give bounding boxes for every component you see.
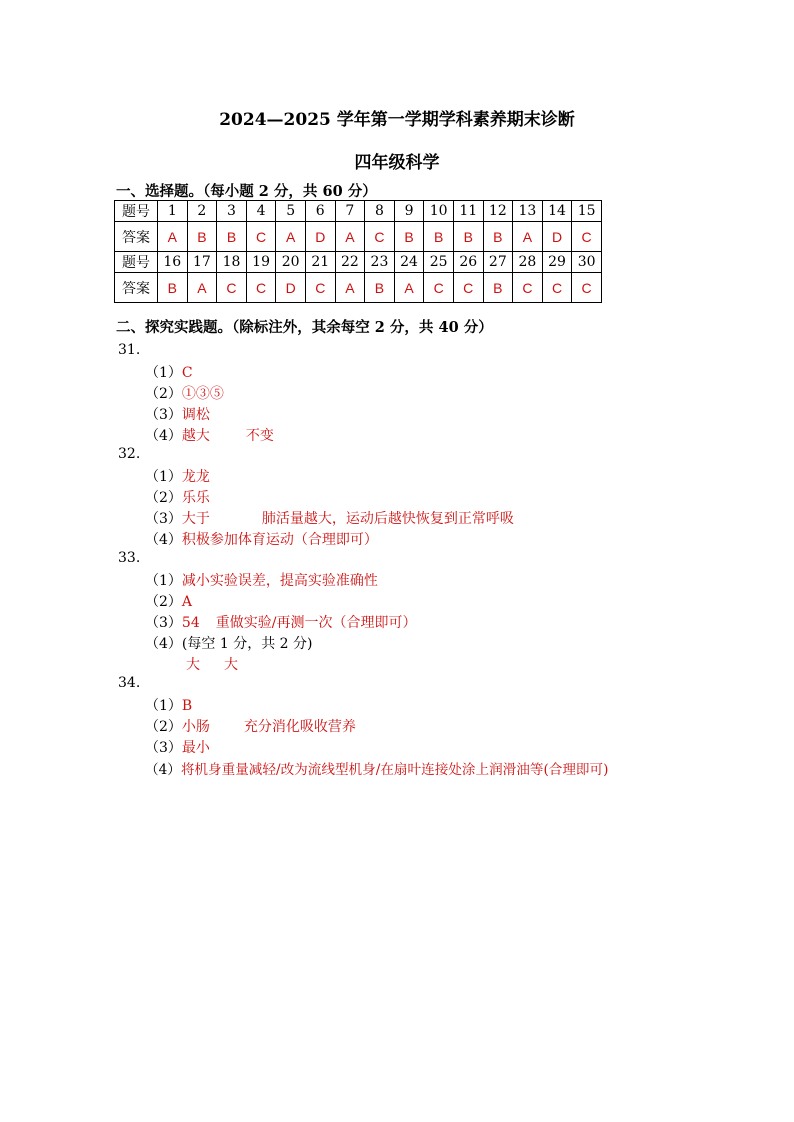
question-number-cell: 7 (335, 201, 365, 222)
choice-answer-table (114, 200, 602, 303)
question-number-cell: 14 (542, 201, 572, 222)
q32-item-2: （2）乐乐 (145, 490, 210, 506)
question-number-cell: 25 (424, 252, 454, 273)
question-number-row (115, 201, 602, 222)
question-number-cell: 8 (365, 201, 395, 222)
answer-cell: B (483, 222, 513, 252)
q34-item-3: （3）最小 (145, 740, 210, 756)
question-number-cell: 18 (217, 252, 247, 273)
q31-item-2: （2）①③⑤ (145, 386, 224, 402)
answer-cell: C (572, 222, 602, 252)
question-number-cell: 28 (513, 252, 543, 273)
page-title: 2024—2025 学年第一学期学科素养期末诊断 (219, 110, 575, 130)
question-34-number: 34. (118, 675, 141, 691)
answer-cell: C (572, 273, 602, 303)
answer-cell: A (276, 222, 306, 252)
answer-cell: C (365, 222, 395, 252)
answer-cell: B (158, 273, 188, 303)
q32-item-4: （4）积极参加体育运动（合理即可） (145, 532, 378, 548)
q33-item-4-answers: 大 大 (186, 657, 238, 673)
answer-cell: C (513, 273, 543, 303)
question-number-cell: 5 (276, 201, 306, 222)
question-number-cell: 19 (246, 252, 276, 273)
question-number-cell: 22 (335, 252, 365, 273)
answer-cell: C (542, 273, 572, 303)
answer-cell: A (394, 273, 424, 303)
q31-item-3: （3）调松 (145, 407, 210, 423)
q33-item-2: （2）A (145, 594, 193, 610)
question-number-cell: 21 (305, 252, 335, 273)
question-number-cell: 17 (187, 252, 217, 273)
question-number-cell: 24 (394, 252, 424, 273)
answer-cell: A (187, 273, 217, 303)
question-number-cell: 30 (572, 252, 602, 273)
answer-cell: B (365, 273, 395, 303)
question-number-cell: 15 (572, 201, 602, 222)
question-number-cell: 13 (513, 201, 543, 222)
question-number-cell: 1 (158, 201, 188, 222)
answer-row (115, 273, 602, 303)
question-number-cell: 11 (453, 201, 483, 222)
q31-item-4: （4）越大 不变 (145, 428, 274, 444)
answer-cell: A (335, 222, 365, 252)
answer-cell: C (305, 273, 335, 303)
question-number-cell: 2 (187, 201, 217, 222)
answer-cell: B (424, 222, 454, 252)
answer-row (115, 222, 602, 252)
question-number-cell: 6 (305, 201, 335, 222)
answer-cell: B (394, 222, 424, 252)
q32-item-1: （1）龙龙 (145, 469, 210, 485)
question-number-cell: 20 (276, 252, 306, 273)
answer-cell: A (513, 222, 543, 252)
q34-item-1: （1）B (145, 698, 193, 714)
question-number-row (115, 252, 602, 273)
question-number-cell: 16 (158, 252, 188, 273)
question-number-cell: 26 (453, 252, 483, 273)
answer-cell: D (305, 222, 335, 252)
question-32-number: 32. (118, 446, 141, 462)
answer-cell: C (246, 273, 276, 303)
question-31-number: 31. (118, 342, 141, 358)
answer-cell: A (335, 273, 365, 303)
question-33-number: 33. (118, 550, 141, 566)
row-label-answer: 答案 (115, 273, 158, 303)
page-subtitle: 四年级科学 (354, 153, 440, 173)
q32-item-3: （3）大于 肺活量越大，运动后越快恢复到正常呼吸 (145, 511, 514, 527)
answer-cell: D (276, 273, 306, 303)
question-number-cell: 12 (483, 201, 513, 222)
answer-cell: C (217, 273, 247, 303)
q34-item-2: （2）小肠 充分消化吸收营养 (145, 719, 356, 735)
answer-cell: C (246, 222, 276, 252)
answer-cell: C (424, 273, 454, 303)
answer-cell: C (453, 273, 483, 303)
q31-item-1: （1）C (145, 365, 193, 381)
row-label-question-number: 题号 (115, 201, 158, 222)
answer-cell: B (217, 222, 247, 252)
question-number-cell: 4 (246, 201, 276, 222)
q33-item-3: （3）54 重做实验/再测一次（合理即可） (145, 615, 417, 631)
section1-heading: 一、选择题。（每小题 2 分，共 60 分） (116, 183, 377, 200)
question-number-cell: 29 (542, 252, 572, 273)
question-number-cell: 9 (394, 201, 424, 222)
question-number-cell: 10 (424, 201, 454, 222)
q33-item-4: （4）(每空 1 分，共 2 分) (145, 636, 313, 652)
row-label-answer: 答案 (115, 222, 158, 252)
question-number-cell: 3 (217, 201, 247, 222)
answer-cell: B (483, 273, 513, 303)
answer-cell: B (187, 222, 217, 252)
answer-cell: D (542, 222, 572, 252)
answer-cell: A (158, 222, 188, 252)
section2-heading: 二、探究实践题。（除标注外，其余每空 2 分，共 40 分） (116, 319, 493, 336)
answer-cell: B (453, 222, 483, 252)
row-label-question-number: 题号 (115, 252, 158, 273)
question-number-cell: 27 (483, 252, 513, 273)
q33-item-1: （1）减小实验误差，提高实验准确性 (145, 573, 378, 589)
q34-item-4: （4）将机身重量减轻/改为流线型机身/在扇叶连接处涂上润滑油等(合理即可) (145, 762, 609, 778)
question-number-cell: 23 (365, 252, 395, 273)
